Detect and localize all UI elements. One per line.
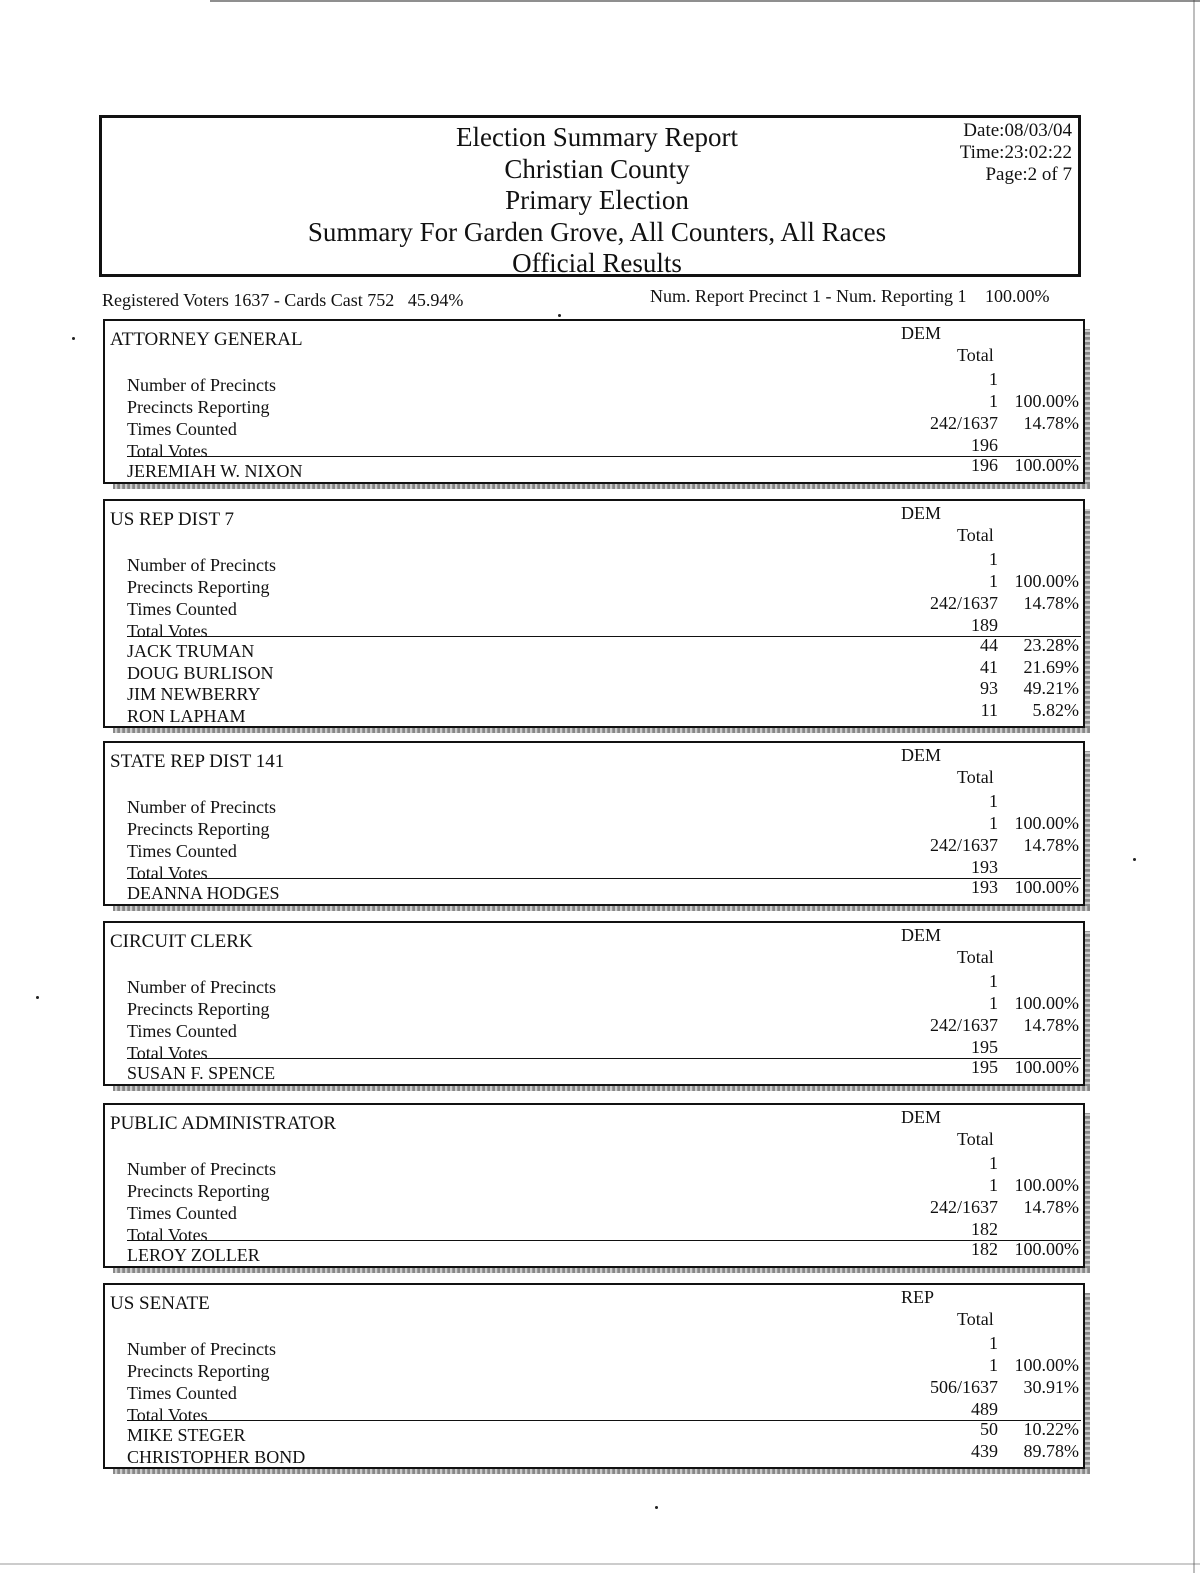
scan-speck <box>72 337 75 340</box>
stat-label: Number of Precincts <box>127 1159 276 1179</box>
race-block <box>103 1103 1085 1268</box>
candidate-votes: 93 <box>980 678 998 699</box>
stat-label: Precincts Reporting <box>127 819 270 839</box>
stat-value: 182 <box>971 1219 998 1239</box>
stat-label: Total Votes <box>127 441 208 461</box>
candidate-row <box>105 457 1083 479</box>
report-time: Time:23:02:22 <box>959 142 1072 163</box>
party-label: REP <box>901 1287 935 1307</box>
stat-percent: 100.00% <box>1014 571 1079 591</box>
stat-row <box>105 369 1083 395</box>
candidate-percent: 100.00% <box>1014 1239 1079 1259</box>
stat-row <box>105 1399 1083 1425</box>
stat-value: 1 <box>989 791 998 811</box>
stat-value: 1 <box>989 1175 998 1195</box>
stat-row <box>105 835 1083 861</box>
candidate-name: MIKE STEGER <box>127 1425 246 1445</box>
stat-row <box>105 1377 1083 1403</box>
stat-row <box>105 391 1083 417</box>
stat-label: Total Votes <box>127 1405 208 1425</box>
stat-value: 242/1637 <box>929 835 998 855</box>
candidate-name: JACK TRUMAN <box>127 641 255 661</box>
candidate-votes: 41 <box>980 656 998 677</box>
stat-row <box>105 1333 1083 1359</box>
stat-row <box>105 1197 1083 1223</box>
candidate-votes: 193 <box>971 877 998 897</box>
candidate-percent: 10.22% <box>1023 1419 1079 1439</box>
stat-row <box>105 1175 1083 1201</box>
stat-label: Number of Precincts <box>127 375 276 395</box>
candidate-row <box>105 1440 1083 1467</box>
stat-row <box>105 813 1083 839</box>
stat-percent: 14.78% <box>1023 413 1079 433</box>
candidate-percent: 49.21% <box>1023 678 1079 699</box>
scan-speck <box>655 1506 658 1509</box>
stat-value: 196 <box>971 435 998 455</box>
stat-label: Precincts Reporting <box>127 577 270 597</box>
candidate-votes: 11 <box>980 699 998 720</box>
race-block <box>103 741 1085 906</box>
race-block <box>103 1283 1085 1469</box>
candidate-percent: 100.00% <box>1014 1057 1079 1077</box>
stat-percent: 14.78% <box>1023 835 1079 855</box>
stat-label: Precincts Reporting <box>127 999 270 1019</box>
stat-value: 1 <box>989 813 998 833</box>
stat-label: Times Counted <box>127 841 237 861</box>
stat-value: 195 <box>971 1037 998 1057</box>
stat-value: 242/1637 <box>929 1197 998 1217</box>
registered-voters-pct: 45.94% <box>407 290 464 310</box>
scan-speck <box>1133 858 1136 861</box>
candidate-row <box>105 1059 1083 1081</box>
stat-label: Precincts Reporting <box>127 1361 270 1381</box>
candidate-row <box>105 678 1083 705</box>
registered-voters-text: Registered Voters 1637 - Cards Cast 752 <box>102 290 395 310</box>
candidate-votes: 196 <box>971 455 998 475</box>
candidate-percent: 89.78% <box>1023 1440 1079 1461</box>
candidate-name: LEROY ZOLLER <box>127 1245 260 1265</box>
stat-row <box>105 593 1083 619</box>
stat-percent: 100.00% <box>1014 1175 1079 1195</box>
candidate-name: DEANNA HODGES <box>127 883 280 903</box>
candidate-percent: 23.28% <box>1023 635 1079 655</box>
total-column-header: Total <box>957 345 994 365</box>
candidate-votes: 44 <box>980 635 998 655</box>
stat-label: Times Counted <box>127 599 237 619</box>
stat-value: 189 <box>971 615 998 635</box>
stat-label: Precincts Reporting <box>127 397 270 417</box>
candidate-name: CHRISTOPHER BOND <box>127 1446 306 1467</box>
candidate-percent: 100.00% <box>1014 877 1079 897</box>
candidate-name: JEREMIAH W. NIXON <box>127 461 303 481</box>
stat-row <box>105 791 1083 817</box>
stat-percent: 14.78% <box>1023 593 1079 613</box>
candidate-name: JIM NEWBERRY <box>127 684 261 705</box>
stat-label: Total Votes <box>127 863 208 883</box>
stat-percent: 30.91% <box>1023 1377 1079 1397</box>
scan-edge-bottom <box>0 1563 1200 1565</box>
stat-row <box>105 1153 1083 1179</box>
party-label: DEM <box>901 323 941 343</box>
candidate-row <box>105 1241 1083 1263</box>
stat-value: 1 <box>989 549 998 569</box>
candidate-name: DOUG BURLISON <box>127 662 274 683</box>
candidate-row <box>105 656 1083 683</box>
stat-label: Times Counted <box>127 1021 237 1041</box>
candidate-name: SUSAN F. SPENCE <box>127 1063 276 1083</box>
stat-label: Number of Precincts <box>127 797 276 817</box>
party-label: DEM <box>901 503 941 523</box>
total-column-header: Total <box>957 525 994 545</box>
total-column-header: Total <box>957 767 994 787</box>
report-page: Page:2 of 7 <box>985 164 1072 185</box>
stat-row <box>105 1037 1083 1063</box>
stat-label: Number of Precincts <box>127 1339 276 1359</box>
stat-percent: 100.00% <box>1014 391 1079 411</box>
stat-row <box>105 971 1083 997</box>
candidate-row <box>105 637 1083 659</box>
stat-row <box>105 1219 1083 1245</box>
party-label: DEM <box>901 745 941 765</box>
stat-percent: 14.78% <box>1023 1015 1079 1035</box>
total-column-header: Total <box>957 1309 994 1329</box>
candidate-row <box>105 699 1083 726</box>
report-meta <box>960 120 1072 186</box>
stat-label: Times Counted <box>127 419 237 439</box>
stat-label: Total Votes <box>127 621 208 641</box>
candidate-row <box>105 879 1083 901</box>
stat-value: 193 <box>971 857 998 877</box>
stat-value: 489 <box>971 1399 998 1419</box>
candidate-votes: 182 <box>971 1239 998 1259</box>
stat-label: Times Counted <box>127 1203 237 1223</box>
race-title: ATTORNEY GENERAL <box>110 329 303 350</box>
stat-row <box>105 549 1083 575</box>
race-title: PUBLIC ADMINISTRATOR <box>110 1113 337 1134</box>
stat-label: Times Counted <box>127 1383 237 1403</box>
party-label: DEM <box>901 1107 941 1127</box>
stat-value: 1 <box>989 369 998 389</box>
report-title: Election Summary Report <box>456 122 738 152</box>
scan-speck <box>36 996 39 999</box>
stat-row <box>105 857 1083 883</box>
precinct-reporting-pct: 100.00% <box>984 286 1050 306</box>
summary-scope: Summary For Garden Grove, All Counters, All Races <box>307 216 887 247</box>
stat-value: 242/1637 <box>929 413 998 433</box>
precinct-reporting-summary <box>650 286 1049 307</box>
county-name: Christian County <box>504 153 690 184</box>
total-column-header: Total <box>957 1129 994 1149</box>
candidate-votes: 195 <box>971 1057 998 1077</box>
stat-row <box>105 615 1083 641</box>
registered-voters-summary <box>102 290 463 311</box>
candidate-votes: 50 <box>980 1419 998 1439</box>
results-status: Official Results <box>512 248 682 278</box>
scan-edge-right <box>1193 0 1195 1573</box>
race-block <box>103 319 1085 484</box>
stat-label: Number of Precincts <box>127 977 276 997</box>
stat-row <box>105 1355 1083 1381</box>
stat-row <box>105 1015 1083 1041</box>
stat-percent: 100.00% <box>1014 993 1079 1013</box>
stat-value: 1 <box>989 971 998 991</box>
stat-row <box>105 435 1083 461</box>
race-title: CIRCUIT CLERK <box>110 931 253 952</box>
race-block <box>103 921 1085 1086</box>
candidate-percent: 100.00% <box>1014 455 1079 475</box>
stat-value: 1 <box>989 391 998 411</box>
header-title-block <box>102 122 1092 280</box>
party-label: DEM <box>901 925 941 945</box>
stat-label: Precincts Reporting <box>127 1181 270 1201</box>
stat-row <box>105 993 1083 1019</box>
candidate-percent: 21.69% <box>1023 656 1079 677</box>
precinct-reporting-text: Num. Report Precinct 1 - Num. Reporting 1 <box>650 286 967 306</box>
stat-label: Total Votes <box>127 1043 208 1063</box>
stat-label: Number of Precincts <box>127 555 276 575</box>
race-title: STATE REP DIST 141 <box>110 751 285 772</box>
stat-value: 1 <box>989 1355 998 1375</box>
stat-percent: 100.00% <box>1014 1355 1079 1375</box>
candidate-name: RON LAPHAM <box>127 705 246 726</box>
stat-value: 1 <box>989 1333 998 1353</box>
stat-value: 1 <box>989 1153 998 1173</box>
stat-value: 242/1637 <box>929 593 998 613</box>
candidate-row <box>105 1421 1083 1443</box>
election-name: Primary Election <box>505 185 689 215</box>
race-block <box>103 499 1085 728</box>
scan-speck <box>558 314 561 317</box>
report-header <box>99 115 1081 277</box>
report-date: Date:08/03/04 <box>963 120 1072 141</box>
stat-value: 242/1637 <box>929 1015 998 1035</box>
candidate-percent: 5.82% <box>1032 699 1079 720</box>
stat-label: Total Votes <box>127 1225 208 1245</box>
stat-value: 1 <box>989 571 998 591</box>
stat-percent: 14.78% <box>1023 1197 1079 1217</box>
candidate-votes: 439 <box>971 1440 998 1461</box>
stat-value: 506/1637 <box>929 1377 998 1397</box>
stat-row <box>105 571 1083 597</box>
scan-edge-top <box>210 0 1200 6</box>
stat-row <box>105 413 1083 439</box>
race-title: US REP DIST 7 <box>110 509 235 530</box>
total-column-header: Total <box>957 947 994 967</box>
race-title: US SENATE <box>110 1293 210 1314</box>
stat-value: 1 <box>989 993 998 1013</box>
stat-percent: 100.00% <box>1014 813 1079 833</box>
